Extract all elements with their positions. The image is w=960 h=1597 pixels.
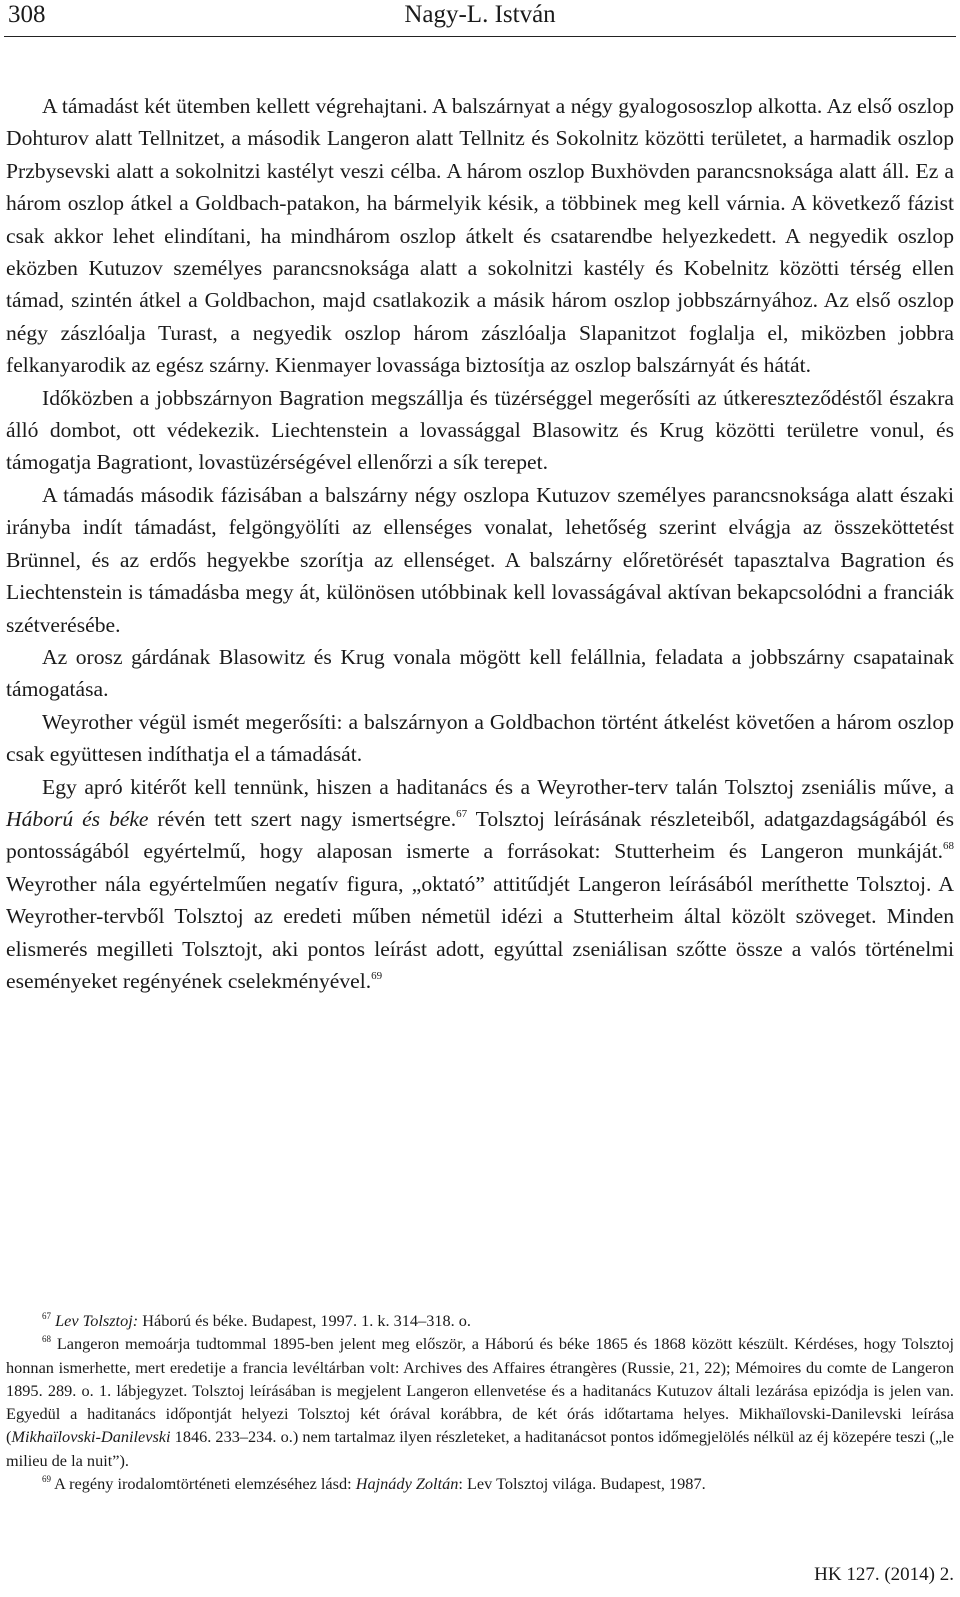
paragraph-4: Az orosz gárdának Blasowitz és Krug vonala mögött kell felállnia, feladata a jobbszárny csapatainak támogatása. (6, 644, 954, 702)
book-title-italic: Háború és béke (6, 806, 149, 831)
footnote-69-author: Hajnády Zoltán (355, 1474, 459, 1494)
page-number: 308 (8, 1, 46, 28)
footnote-69-number: 69 (42, 1474, 51, 1485)
footnotes (6, 1309, 954, 1495)
paragraph-6-text-d: Weyrother nála egyértelműen negatív figura, „oktató” attitűdjét Langeron leírásából meríthette Tolsztoj. A Weyrother-tervből Tolsztoj az eredeti műben németül idézi a Stutterheim által közölt szöveget. Minden elismerés megilleti Tolsztojt, aki pontos leírást adott, egyúttal zseniálisan szőtte össze a valós történelmi eseményeket regényének cselekményével. (6, 871, 954, 993)
footnote-69-text-a: A regény irodalomtörténeti elemzéséhez lásd: (51, 1474, 356, 1494)
paragraph-6-text-b: révén tett szert nagy ismertségre. (148, 806, 457, 831)
footnote-ref-69[interactable]: 69 (371, 969, 383, 982)
footnote-67-author: Lev Tolsztoj: (55, 1311, 139, 1330)
footnote-68-number: 68 (42, 1334, 51, 1345)
running-title: Nagy-L. István (404, 1, 556, 28)
paragraph-6 (6, 771, 954, 998)
footnote-69 (6, 1472, 954, 1495)
footnote-68 (6, 1332, 954, 1472)
paragraph-5: Weyrother végül ismét megerősíti: a balszárnyon a Goldbachon történt átkelést követően a három oszlop csak együttesen indíthatja el a támadását. (6, 709, 954, 767)
footnote-68-italic: Mikhaïlovski-Danilevski (11, 1427, 171, 1447)
paragraph-6-text-c: Tolsztoj leírásának részleteiből, adatgazdagságából és pontosságából egyértelmű, hogy alaposan ismerte a forrásokat: Stutterheim és Langeron munkáját. (6, 806, 954, 864)
paragraph-1: A támadást két ütemben kellett végrehajtani. A balszárnyat a négy gyalogososzlop alkotta. Az első oszlop Dohturov alatt Tellnitzet, a második Langeron alatt Tellnitz és Sokolnitz közötti területet, a harmadik oszlop Przbysevski alatt a sokolnitzi kastélyt veszi célba. A három oszlop Buxhövden parancsnoksága alatt áll. Ez a három oszlop átkel a Goldbach-patakon, ha bármelyik késik, a többinek meg kell várnia. A következő fázist csak akkor lehet elindítani, ha mindhárom oszlop átkelt és csatarendbe helyezkedett. A negyedik oszlop eközben Kutuzov személyes parancsnoksága alatt a sokolnitzi kastély és Kobelnitz közötti térség ellen támad, szintén átkel a Goldbachon, majd csatlakozik a másik három oszlop jobbszárnyához. Az első oszlop négy zászlóalja Turast, a negyedik oszlop három zászlóalja Slapanitzot foglalja el, miközben jobbra felkanyarodik az egész szárny. Kienmayer lovassága biztosítja az oszlop balszárnyát és hátát. (6, 94, 954, 378)
main-text (6, 90, 954, 997)
footnote-67 (6, 1309, 954, 1332)
footnote-67-text: Háború és béke. Budapest, 1997. 1. k. 314–318. o. (138, 1311, 471, 1330)
footnote-69-text-b: : Lev Tolsztoj világa. Budapest, 1987. (458, 1474, 706, 1494)
paragraph-6-text-a: Egy apró kitérőt kell tennünk, hiszen a haditanács és a Weyrother-terv talán Tolsztoj zseniális műve, a (42, 774, 954, 799)
footnote-67-number: 67 (42, 1311, 51, 1321)
footnote-ref-67[interactable]: 67 (456, 807, 468, 820)
footnote-ref-68[interactable]: 68 (943, 840, 954, 853)
footnote-68-text-a: Langeron memoárja tudtommal 1895-ben jelent meg először, a Háború és béke 1865 és 1868 között készült. Kérdéses, hogy Tolsztoj honnan ismerhette, mert eredetije a francia levéltárban volt: Archives des Affaires étrangères (Russie, 21, 22); Mémoires du comte de Langeron 1895. 289. o. 1. lábjegyzet. Tolsztoj leírásában is megjelent Langeron ellenvetése és a haditanács Kutuzov általi lezárása epizódja is jelen van. Egyedül a haditanács időpontját helyezi Tolsztoj két órával korábbra, de két órás időtartama helyes. Mikhaïlovski-Danilevski leírása ( (6, 1334, 954, 1447)
page-header (4, 0, 956, 37)
paragraph-2: Időközben a jobbszárnyon Bagration megszállja és tüzérséggel megerősíti az útkereszteződéstől északra álló dombot, ott védekezik. Liechtenstein a lovassággal Blasowitz és Krug közötti területre vonul, és támogatja Bagrationt, lovastüzérségével ellenőrzi a sík terepet. (6, 385, 954, 475)
paragraph-3: A támadás második fázisában a balszárny négy oszlopa Kutuzov személyes parancsnoksága alatt északi irányba indít támadást, felgöngyölíti az ellenséges vonalat, lehetőség szerint elvágja az összeköttetést Brünnel, és az erdős hegyekbe szorítja az ellenséget. A balszárny előretörését tapasztalva Bagration és Liechtenstein is támadásba megy át, különösen utóbbinak kell lovasságával aktívan bekapcsolódni a franciák szétverésébe. (6, 482, 954, 637)
journal-footer: HK 127. (2014) 2. (814, 1564, 954, 1585)
footnote-68-text-b: 1846. 233–234. o.) nem tartalmaz ilyen részleteket, a haditanácsot pontos időmegjelölés nélkül az éj közepére teszi („le milieu de la nuit”). (6, 1427, 954, 1470)
